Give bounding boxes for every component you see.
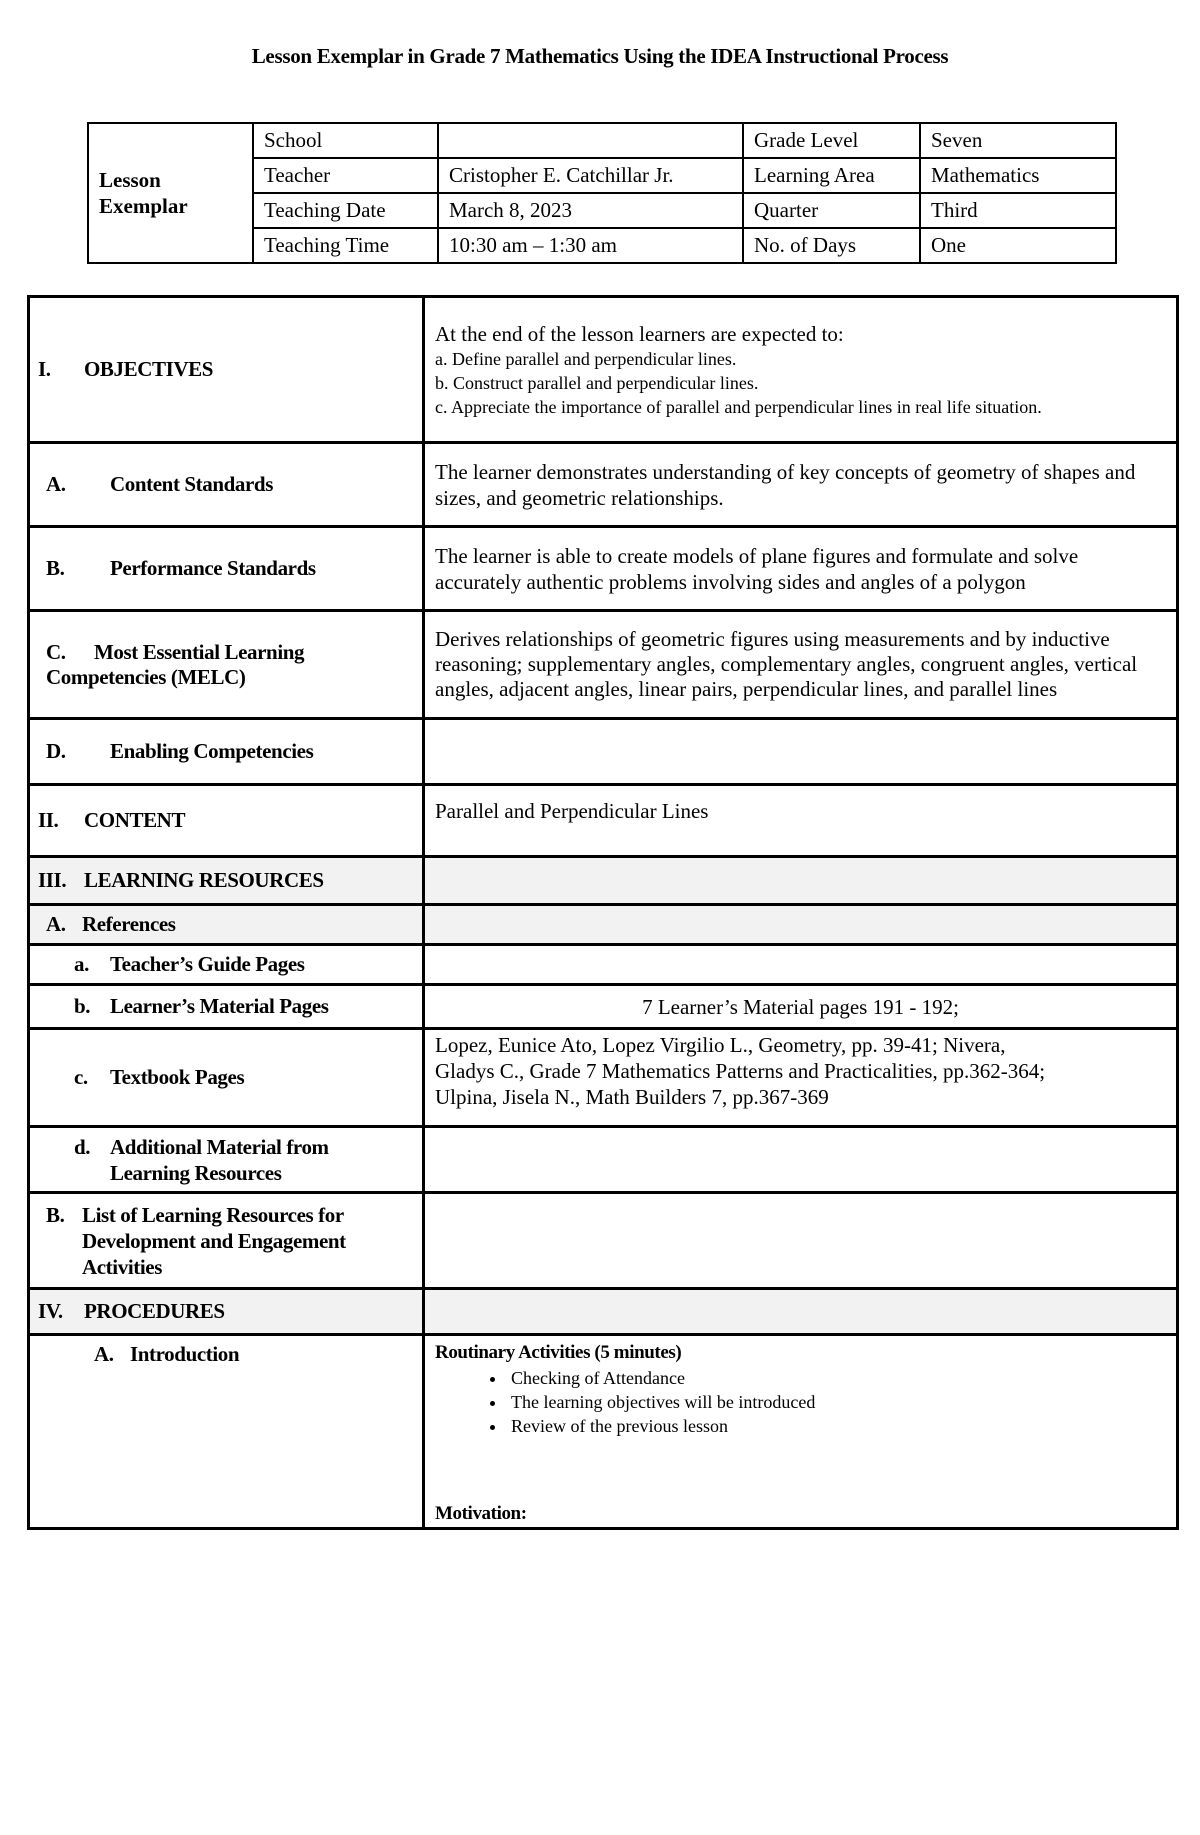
teaching-time-value: 10:30 am – 1:30 am <box>438 228 743 263</box>
content-row <box>29 785 1178 857</box>
references-label-cell <box>29 905 424 945</box>
enabling-label-cell <box>29 719 424 785</box>
additional-material-label-cell <box>29 1127 424 1193</box>
section-label: Most Essential Learning Competencies (MELC) <box>46 639 305 689</box>
references-row <box>29 905 1178 945</box>
objective-item: a. Define parallel and perpendicular lines. <box>435 348 737 369</box>
school-label: School <box>253 123 438 158</box>
melc-value: Derives relationships of geometric figures using measurements and by inductive reasoning; supplementary angles, complementary angles, congruent angles, vertical angles, adjacent angles, linear pairs, perpendicular lines, and parallel lines <box>424 611 1178 719</box>
list-item: • Review of the previous lesson <box>507 1414 1166 1438</box>
textbook-label-cell <box>29 1029 424 1127</box>
performance-standards-value: The learner is able to create models of plane figures and formulate and solve accurately authentic problems involving sides and angles of a polygon <box>424 527 1178 611</box>
objective-item: b. Construct parallel and perpendicular lines. <box>435 372 759 393</box>
learners-material-row <box>29 985 1178 1029</box>
content-standards-label-cell <box>29 443 424 527</box>
section-number: c. <box>74 1065 88 1089</box>
section-number: A. <box>46 912 66 936</box>
references-value <box>424 905 1178 945</box>
section-label: Introduction <box>130 1342 240 1366</box>
learners-material-label-cell <box>29 985 424 1029</box>
teaching-date-label: Teaching Date <box>253 193 438 228</box>
teachers-guide-value <box>424 945 1178 985</box>
procedures-label-cell <box>29 1289 424 1335</box>
section-number: B. <box>46 1202 65 1227</box>
list-resources-label-cell <box>29 1193 424 1289</box>
lesson-plan-table <box>27 295 1179 1530</box>
section-label: References <box>82 912 176 936</box>
list-item: • Checking of Attendance <box>507 1366 1166 1390</box>
teacher-label: Teacher <box>253 158 438 193</box>
section-number: III. <box>38 868 67 892</box>
section-label: LEARNING RESOURCES <box>84 868 324 892</box>
section-label: Learner’s Material Pages <box>110 994 329 1018</box>
enabling-value <box>424 719 1178 785</box>
learning-resources-label-cell <box>29 857 424 905</box>
motivation-heading: Motivation: <box>435 1503 527 1524</box>
content-label-cell <box>29 785 424 857</box>
procedures-value <box>424 1289 1178 1335</box>
section-label: Content Standards <box>110 472 273 496</box>
routinary-list <box>435 1366 1166 1438</box>
grade-level-value: Seven <box>920 123 1116 158</box>
textbook-value: Lopez, Eunice Ato, Lopez Virgilio L., Geometry, pp. 39-41; Nivera, Gladys C., Grade 7 Mathematics Patterns and Practicalities, pp.362-364; Ulpina, Jisela N., Math Builders 7, pp.367-369 <box>424 1029 1178 1127</box>
section-label: Textbook Pages <box>110 1065 245 1089</box>
no-of-days-value: One <box>920 228 1116 263</box>
objectives-label-cell <box>29 297 424 443</box>
list-resources-row <box>29 1193 1178 1289</box>
learning-area-label: Learning Area <box>743 158 920 193</box>
textbook-row <box>29 1029 1178 1127</box>
section-number: I. <box>38 357 51 381</box>
additional-material-value <box>424 1127 1178 1193</box>
quarter-value: Third <box>920 193 1116 228</box>
section-label: Performance Standards <box>110 556 316 580</box>
section-label: CONTENT <box>84 808 186 832</box>
objectives-row <box>29 297 1178 443</box>
no-of-days-label: No. of Days <box>743 228 920 263</box>
enabling-competencies-row <box>29 719 1178 785</box>
list-item: • The learning objectives will be introduced <box>507 1390 1166 1414</box>
lesson-header-table <box>87 122 1117 264</box>
learning-resources-value <box>424 857 1178 905</box>
document-title: Lesson Exemplar in Grade 7 Mathematics Using the IDEA Instructional Process <box>251 44 949 68</box>
list-resources-value <box>424 1193 1178 1289</box>
performance-standards-row <box>29 527 1178 611</box>
objective-item: c. Appreciate the importance of parallel and perpendicular lines in real life situation. <box>435 396 1042 417</box>
learning-area-value: Mathematics <box>920 158 1116 193</box>
section-number: A. <box>46 472 66 496</box>
grade-level-label: Grade Level <box>743 123 920 158</box>
content-value: Parallel and Perpendicular Lines <box>424 785 1178 857</box>
learning-resources-row <box>29 857 1178 905</box>
section-label: Additional Material from Learning Resources <box>110 1134 329 1185</box>
content-standards-value: The learner demonstrates understanding of key concepts of geometry of shapes and sizes, and geometric relationships. <box>424 443 1178 527</box>
section-number: B. <box>46 556 65 580</box>
section-number: II. <box>38 808 59 832</box>
objectives-value-cell <box>424 297 1178 443</box>
melc-label-cell <box>29 611 424 719</box>
section-number: IV. <box>38 1299 63 1323</box>
section-label: Teacher’s Guide Pages <box>110 952 305 976</box>
section-number: d. <box>74 1134 91 1159</box>
section-number: b. <box>74 994 91 1018</box>
melc-row <box>29 611 1178 719</box>
additional-material-row <box>29 1127 1178 1193</box>
quarter-label: Quarter <box>743 193 920 228</box>
section-label: List of Learning Resources for Development and Engagement Activities <box>82 1202 346 1279</box>
section-number: D. <box>46 739 66 763</box>
learners-material-value: 7 Learner’s Material pages 191 - 192; <box>424 985 1178 1029</box>
school-value <box>438 123 743 158</box>
introduction-row <box>29 1335 1178 1529</box>
objectives-intro: At the end of the lesson learners are expected to: <box>435 321 844 346</box>
introduction-label-cell <box>29 1335 424 1529</box>
introduction-value-cell <box>424 1335 1178 1529</box>
lesson-exemplar-label: Lesson Exemplar <box>88 123 253 263</box>
section-number: C. <box>46 639 66 664</box>
section-label: Enabling Competencies <box>110 739 314 763</box>
section-number: a. <box>74 952 89 976</box>
performance-standards-label-cell <box>29 527 424 611</box>
routinary-heading: Routinary Activities (5 minutes) <box>435 1342 682 1363</box>
section-label: PROCEDURES <box>84 1299 225 1323</box>
section-number: A. <box>94 1342 114 1366</box>
teacher-value: Cristopher E. Catchillar Jr. <box>438 158 743 193</box>
teaching-date-value: March 8, 2023 <box>438 193 743 228</box>
teachers-guide-label-cell <box>29 945 424 985</box>
section-label: OBJECTIVES <box>84 357 214 381</box>
teachers-guide-row <box>29 945 1178 985</box>
teaching-time-label: Teaching Time <box>253 228 438 263</box>
procedures-row <box>29 1289 1178 1335</box>
content-standards-row <box>29 443 1178 527</box>
